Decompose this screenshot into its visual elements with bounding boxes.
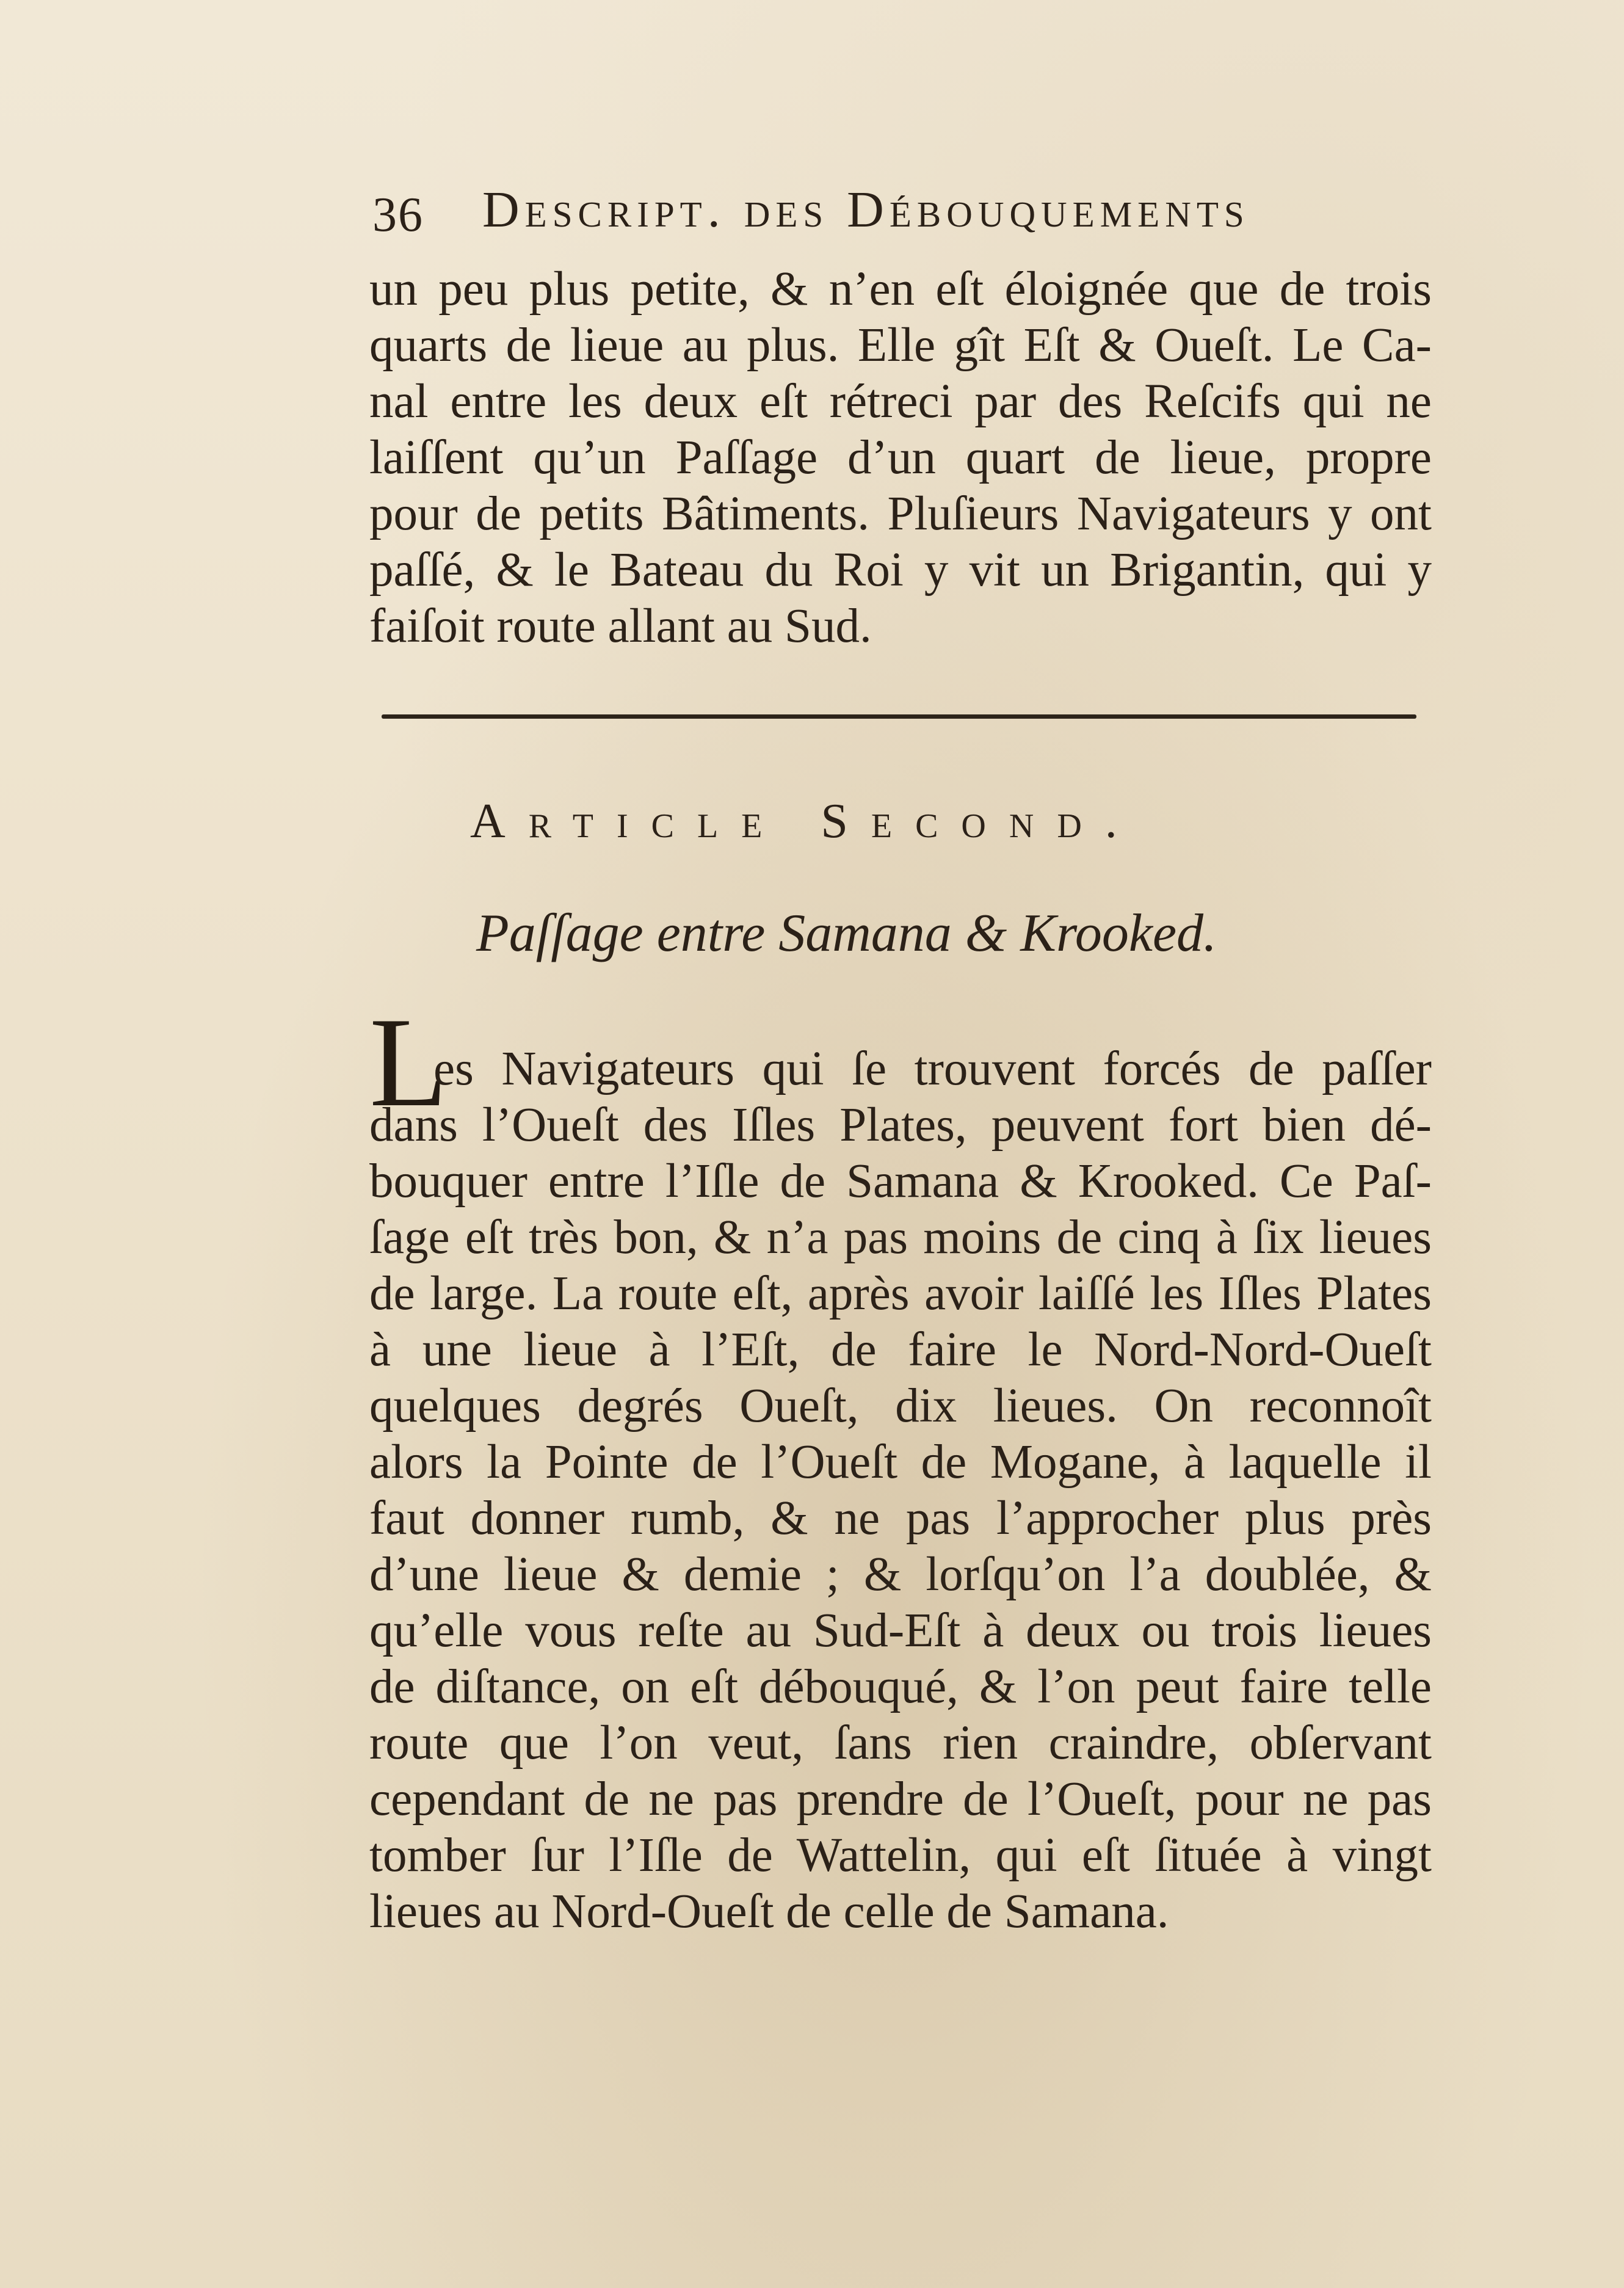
text-line: route que l’on veut, ſans rien craindre, obſervant [369, 1716, 1432, 1770]
text-line: cependant de ne pas prendre de l’Oueſt, pour ne pas [369, 1773, 1432, 1826]
text-line: faiſoit route allant au Sud. [369, 600, 872, 653]
body-paragraph [369, 1041, 1432, 1940]
text-line: de diſtance, on eſt débouqué, & l’on peut faire telle [369, 1660, 1432, 1713]
section-divider-rule [382, 714, 1416, 719]
text-line: laiſſent qu’un Paſſage d’un quart de lieue, propre [369, 431, 1432, 484]
page-number: 36 [372, 188, 424, 242]
article-subheading: Paſſage entre Samana & Krooked. [476, 904, 1217, 963]
text-line: quarts de lieue au plus. Elle gît Eſt & Oueſt. Le Ca- [369, 319, 1432, 372]
text-line: faut donner rumb, & ne pas l’approcher plus près [369, 1492, 1432, 1545]
text-line: nal entre les deux eſt rétreci par des Reſcifs qui ne [369, 375, 1432, 428]
drop-cap: L [369, 992, 448, 1133]
text-line: d’une lieue & demie ; & lorſqu’on l’a doublée, & [369, 1548, 1432, 1601]
article-heading: Article Second. [470, 794, 1140, 848]
text-line: es Navigateurs qui ſe trouvent forcés de paſſer [433, 1042, 1432, 1095]
top-paragraph [369, 261, 1432, 655]
text-line: qu’elle vous reſte au Sud-Eſt à deux ou trois lieues [369, 1604, 1432, 1657]
text-line: à une lieue à l’Eſt, de faire le Nord-Nord-Oueſt [369, 1323, 1432, 1376]
text-line: un peu plus petite, & n’en eſt éloignée que de trois [369, 263, 1432, 316]
text-line: ſage eſt très bon, & n’a pas moins de cinq à ſix lieues [369, 1211, 1432, 1264]
text-line: dans l’Oueſt des Iſles Plates, peuvent fort bien dé- [369, 1099, 1432, 1152]
text-line: alors la Pointe de l’Oueſt de Mogane, à laquelle il [369, 1436, 1432, 1489]
text-line: bouquer entre l’Iſle de Samana & Krooked. Ce Paſ- [369, 1155, 1432, 1208]
running-head [372, 180, 1429, 253]
text-line: pour de petits Bâtiments. Pluſieurs Navigateurs y ont [369, 487, 1432, 540]
text-line: lieues au Nord-Oueſt de celle de Samana. [369, 1885, 1169, 1938]
running-head-title: Descript. des Débouquements [482, 181, 1250, 238]
text-line: quelques degrés Oueſt, dix lieues. On reconnoît [369, 1379, 1432, 1433]
text-line: de large. La route eſt, après avoir laiſſé les Iſles Plates [369, 1267, 1432, 1320]
text-line: tomber ſur l’Iſle de Wattelin, qui eſt ſituée à vingt [369, 1829, 1432, 1882]
text-line: paſſé, & le Bateau du Roi y vit un Brigantin, qui y [369, 543, 1432, 597]
